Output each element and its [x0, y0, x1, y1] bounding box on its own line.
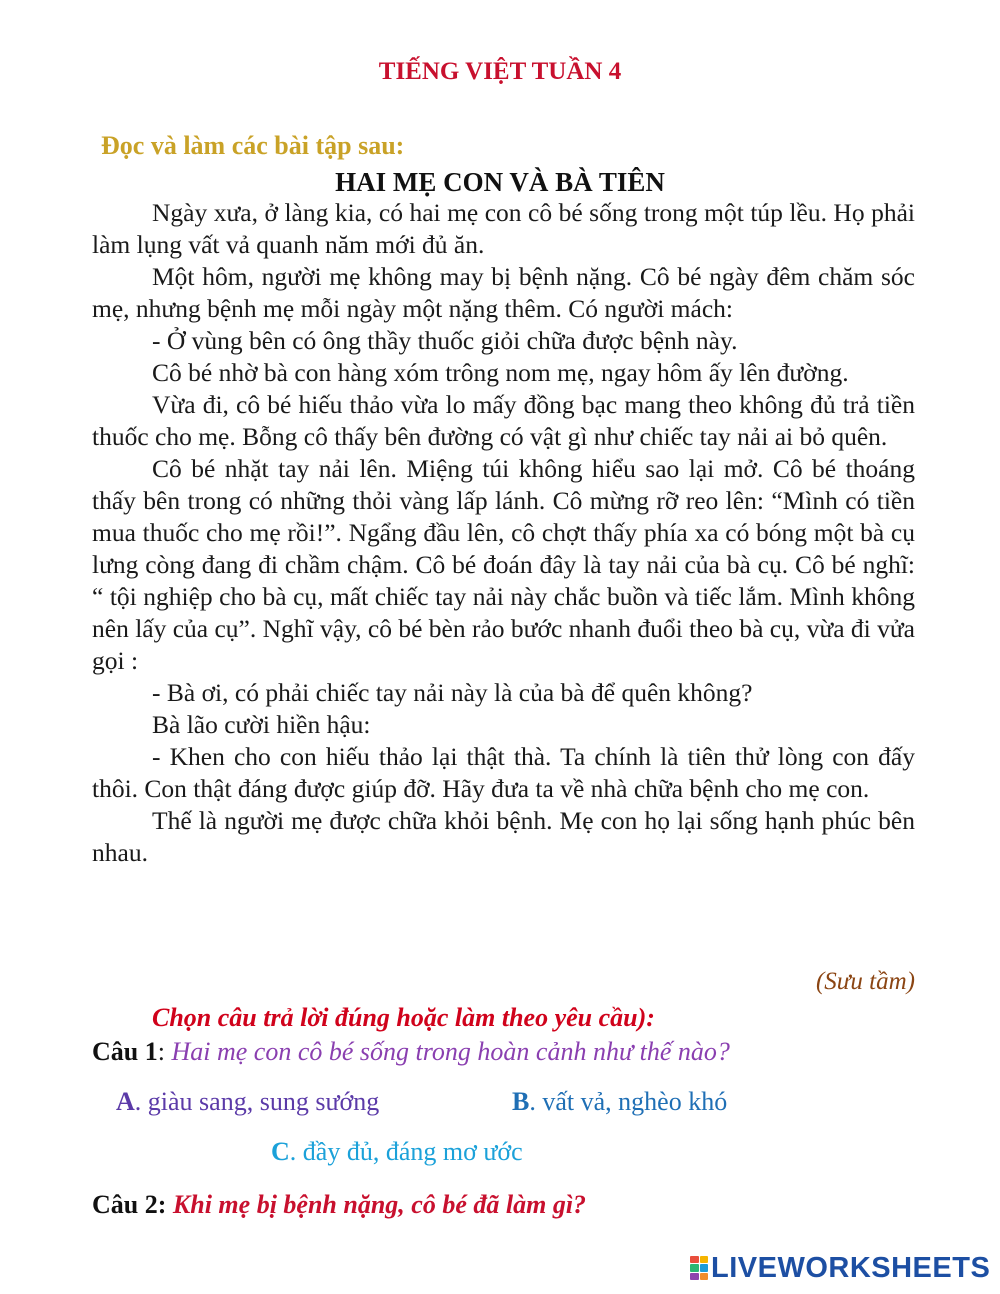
question-1-label: Câu 1: [92, 1037, 158, 1066]
story-paragraph: Bà lão cười hiền hậu:: [152, 710, 371, 739]
story-paragraph: - Bà ơi, có phải chiếc tay nải này là của bà để quên không?: [152, 678, 753, 707]
liveworksheets-logo-icon: [690, 1256, 708, 1280]
option-a-text: . giàu sang, sung sướng: [134, 1087, 380, 1116]
story-source: (Sưu tầm): [815, 968, 915, 995]
story-paragraph: Cô bé nhặt tay nải lên. Miệng túi không hiểu sao lại mở. Cô bé thoáng thấy bên trong có những thỏi vàng lấp lánh. Cô mừng rỡ reo lên: “Mình có tiền mua thuốc cho mẹ rồi!”. Ngẩng đầu lên, cô chợt thấy phía xa có bóng một bà cụ lưng còng đang đi chầm chậm. Cô bé đoán đây là tay nải của bà cụ. Cô bé nghĩ: “ tội nghiệp cho bà cụ, mất chiếc tay nải này chắc buồn và tiếc lắm. Mình không nên lấy của cụ”. Nghĩ vậy, cô bé bèn rảo bước nhanh đuổi theo bà cụ, vừa đi vửa gọi :: [92, 454, 915, 675]
liveworksheets-logo[interactable]: [690, 1253, 990, 1283]
option-c-text: . đầy đủ, đáng mơ ước: [289, 1137, 523, 1166]
question-1-text: Hai mẹ con cô bé sống trong hoàn cảnh như thế nào?: [171, 1037, 730, 1066]
option-c-letter: C: [271, 1137, 290, 1166]
story-paragraph: Cô bé nhờ bà con hàng xóm trông nom mẹ, ngay hôm ấy lên đường.: [152, 358, 849, 387]
logo-text: LIVEWORKSHEETS: [711, 1251, 991, 1284]
story-title: HAI MẸ CON VÀ BÀ TIÊN: [335, 167, 665, 197]
story-body: [92, 197, 915, 869]
question-2: [92, 1190, 586, 1220]
question-1-option-b[interactable]: [512, 1087, 727, 1117]
page-title: TIẾNG VIỆT TUẦN 4: [378, 58, 622, 85]
option-b-letter: B: [512, 1087, 530, 1116]
question-2-text: Khi mẹ bị bệnh nặng, cô bé đã làm gì?: [172, 1190, 587, 1219]
story-paragraph: Thế là người mẹ được chữa khỏi bệnh. Mẹ con họ lại sống hạnh phúc bên nhau.: [92, 806, 915, 867]
story-paragraph: - Khen cho con hiếu thảo lại thật thà. Ta chính là tiên thử lòng con đấy thôi. Con thật đáng được giúp đỡ. Hãy đưa ta về nhà chữa bệnh cho mẹ con.: [92, 742, 915, 803]
question-1-option-a[interactable]: [116, 1087, 379, 1117]
quiz-instruction: Chọn câu trả lời đúng hoặc làm theo yêu cầu):: [152, 1003, 655, 1032]
question-1-option-c[interactable]: [271, 1137, 523, 1167]
story-paragraph: Ngày xưa, ở làng kia, có hai mẹ con cô bé sống trong một túp lều. Họ phải làm lụng vất vả quanh năm mới đủ ăn.: [92, 198, 915, 259]
story-paragraph: Một hôm, người mẹ không may bị bệnh nặng. Cô bé ngày đêm chăm sóc mẹ, nhưng bệnh mẹ mỗi ngày một nặng thêm. Có người mách:: [92, 262, 915, 323]
question-1: [92, 1037, 730, 1067]
question-1-separator: :: [157, 1037, 172, 1066]
option-b-text: . vất vả, nghèo khó: [529, 1087, 728, 1116]
story-paragraph: Vừa đi, cô bé hiếu thảo vừa lo mấy đồng bạc mang theo không đủ trả tiền thuốc cho mẹ. Bỗng cô thấy bên đường có vật gì như chiếc tay nải ai bỏ quên.: [92, 390, 915, 451]
story-paragraph: - Ở vùng bên có ông thầy thuốc giỏi chữa được bệnh này.: [152, 326, 738, 355]
reading-instruction: Đọc và làm các bài tập sau:: [101, 131, 405, 160]
option-a-letter: A: [116, 1087, 135, 1116]
question-2-label: Câu 2:: [92, 1190, 167, 1219]
